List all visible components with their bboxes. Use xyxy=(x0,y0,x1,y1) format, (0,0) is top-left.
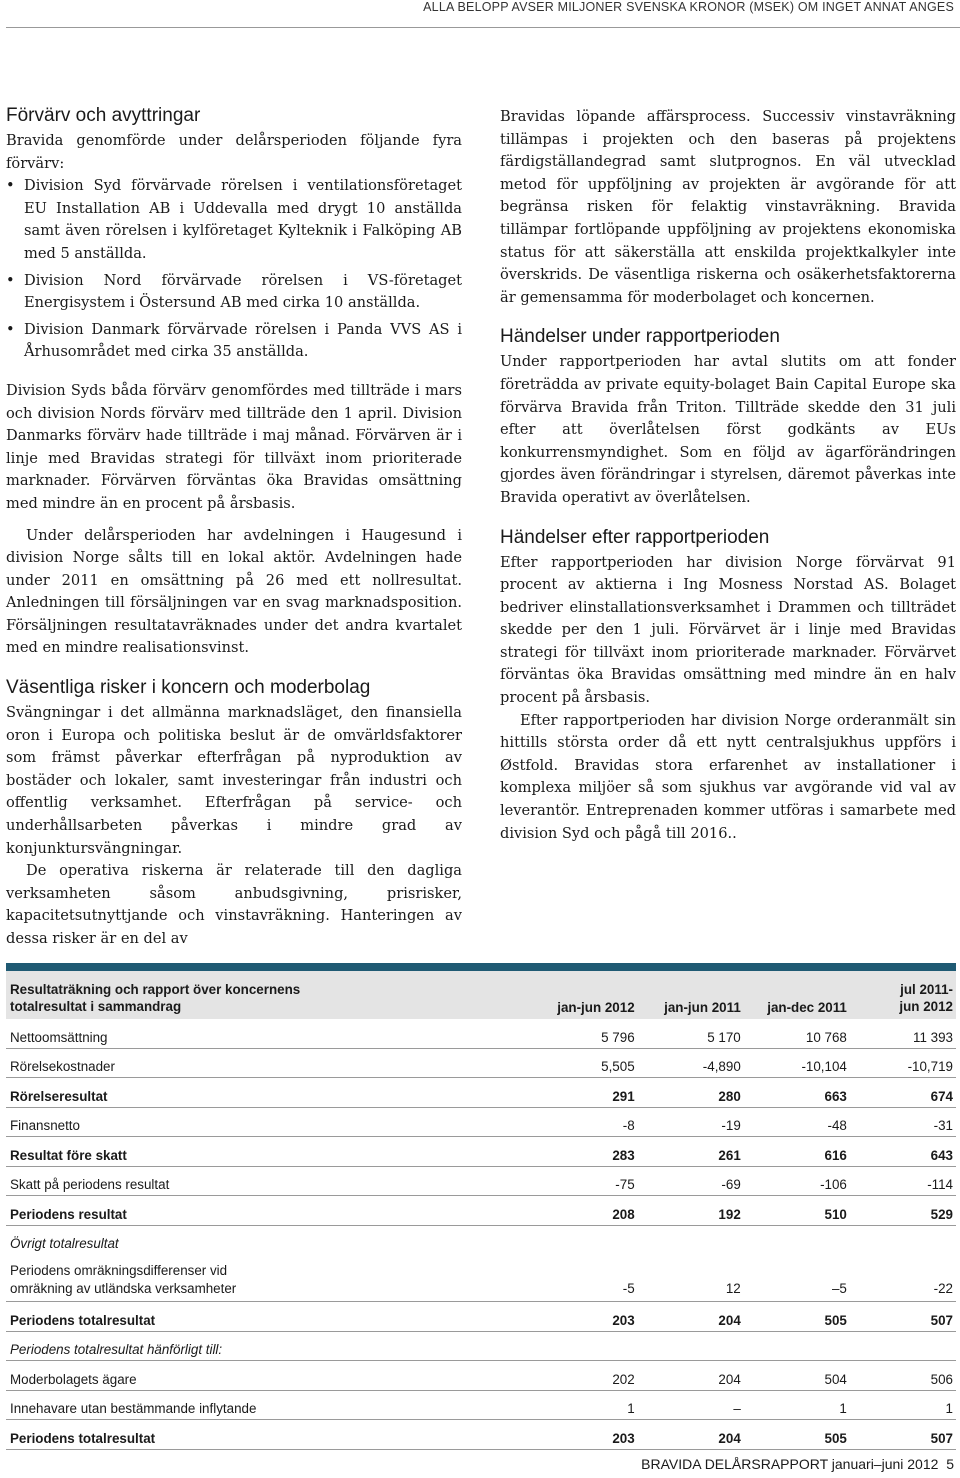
cell-value: 208 xyxy=(532,1196,638,1226)
cell-value: 1 xyxy=(532,1390,638,1420)
cell-value: -5 xyxy=(532,1254,638,1302)
cell-value: -114 xyxy=(850,1166,956,1196)
row-label: Finansnetto xyxy=(6,1107,532,1137)
list-item-text: Division Syd förvärvade rörelsen i ventilationsföretaget EU Installation AB i Uddevalla med drygt 10 anställda samt även rörelsen i kylföretaget Kylteknik i Falköping AB med 5 anställda. xyxy=(24,177,462,262)
cell-value: 192 xyxy=(638,1196,744,1226)
cell-value: -69 xyxy=(638,1166,744,1196)
cell-value: -31 xyxy=(850,1107,956,1137)
cell-value: 643 xyxy=(850,1137,956,1167)
table-row xyxy=(6,1225,956,1254)
cell-value: 507 xyxy=(850,1302,956,1332)
cell-value: 529 xyxy=(850,1196,956,1226)
column-header: jan-dec 2011 xyxy=(767,1000,847,1015)
list-item-text: Division Danmark förvärvade rörelsen i Panda VVS AS i Århusområdet med cirka 35 anställda. xyxy=(24,320,462,361)
cell-value: -8 xyxy=(532,1107,638,1137)
paragraph: Bravidas löpande affärsprocess. Successiv vinstavräkning tillämpas i projekten och den baseras på projektens färdigställandegrad samt slutprognos. En väl utvecklad metod för uppföljning av projekten är avgörande för att begränsa risken för felaktig vinstavräkning. Bravida tillämpar fortlöpande uppföljning av projektens ekonomiska status för att säkerställa att enskilda projektkalkyler inte överskrids. De väsentliga riskerna och osäkerhetsfaktorerna är gemensamma för moderbolaget och koncernen. xyxy=(500,108,956,306)
heading-handelser-under: Händelser under rapportperioden xyxy=(500,326,780,348)
cell-value: 510 xyxy=(744,1196,850,1226)
list-item xyxy=(6,175,462,265)
cell-value: -22 xyxy=(850,1254,956,1302)
cell-value: -75 xyxy=(532,1166,638,1196)
column-header: jan-jun 2012 xyxy=(557,1000,635,1015)
table-title-line: totalresultat i sammandrag xyxy=(10,999,182,1014)
table-title xyxy=(6,971,532,1019)
cell-value: 506 xyxy=(850,1361,956,1391)
paragraph: Efter rapportperioden har division Norge orderanmält sin hittills största order då ett nytt centralsjukhus uppförs i Østfold. Bravidas stora erfarenhet av installationer i komplexa miljöer så som sjukhus var avgörande vid val av leverantör. Entreprenaden kommer utföras i samarbete med division Syd och pågå till 2016.. xyxy=(500,711,956,842)
cell-value: -106 xyxy=(744,1166,850,1196)
table-row xyxy=(6,1254,956,1302)
cell-value: 204 xyxy=(638,1361,744,1391)
cell-value: 280 xyxy=(638,1078,744,1108)
left-column xyxy=(6,104,462,951)
paragraph: De operativa riskerna är relaterade till den dagliga verksamheten såsom anbudsgivning, prisrisker, kapacitetsutnyttjande och vinstavräkning. Hanteringen av dessa risker är en del av xyxy=(6,862,462,947)
table-header-row xyxy=(6,971,956,1019)
row-label: Innehavare utan bestämmande inflytande xyxy=(6,1390,532,1420)
row-label: Skatt på periodens resultat xyxy=(6,1166,532,1196)
heading-forvarv: Förvärv och avyttringar xyxy=(6,105,201,126)
page-number: 5 xyxy=(946,1456,954,1472)
cell-value: 616 xyxy=(744,1137,850,1167)
column-header: jan-jun 2011 xyxy=(664,1000,741,1015)
cell-value: –5 xyxy=(744,1254,850,1302)
bullet-icon: • xyxy=(6,177,15,195)
bullet-icon: • xyxy=(6,320,15,338)
row-label-line: omräkning av utländska verksamheter xyxy=(10,1281,237,1296)
row-label: Resultat före skatt xyxy=(6,1137,532,1167)
right-column xyxy=(500,106,956,845)
bullet-icon: • xyxy=(6,271,15,289)
row-label: Periodens totalresultat xyxy=(6,1302,532,1332)
list-item xyxy=(6,270,462,315)
cell-value: 204 xyxy=(638,1420,744,1450)
table-row xyxy=(6,1196,956,1226)
cell-value: 505 xyxy=(744,1302,850,1332)
paragraph: Under delårsperioden har avdelningen i Haugesund i division Norge sålts till en lokal aktör. Avdelningen hade under 2011 en omsättning på 26 med ett nollresultat. Anledningen till försäljningen var en svag marknadsposition. Försäljningen resultatavräknades under det andra kvartalet med en mindre realisationsvinst. xyxy=(6,526,462,657)
column-header xyxy=(850,971,956,1019)
cell-value: 504 xyxy=(744,1361,850,1391)
row-label: Periodens totalresultat hänförligt till: xyxy=(6,1331,532,1361)
row-label-line: Periodens omräkningsdifferenser vid xyxy=(10,1263,228,1278)
list-item xyxy=(6,319,462,364)
table-row xyxy=(6,1420,956,1450)
cell-value: 5 796 xyxy=(532,1019,638,1048)
row-label xyxy=(6,1254,532,1302)
cell-value: 505 xyxy=(744,1420,850,1450)
row-label: Nettoomsättning xyxy=(6,1019,532,1048)
paragraph: Svängningar i det allmänna marknadsläget, den finansiella oron i Europa och politiska beslut är de omvärldsfaktorer som främst påverkar efterfrågan på nyproduktion av bostäder och lokaler, samt investeringar från industri och offentlig verksamhet. Efterfrågan på service- och underhållsarbeten påverkas i mindre grad av konjunktursvängningar. xyxy=(6,704,462,857)
cell-value: -4,890 xyxy=(638,1048,744,1078)
cell-value: 283 xyxy=(532,1137,638,1167)
cell-value: -10,719 xyxy=(850,1048,956,1078)
cell-value: 10 768 xyxy=(744,1019,850,1048)
table-row xyxy=(6,1331,956,1361)
cell-value: – xyxy=(638,1390,744,1420)
cell-value: -48 xyxy=(744,1107,850,1137)
row-label: Periodens totalresultat xyxy=(6,1420,532,1450)
table-row xyxy=(6,1166,956,1196)
cell-value: -10,104 xyxy=(744,1048,850,1078)
cell-value: 1 xyxy=(744,1390,850,1420)
page-footer xyxy=(641,1456,954,1472)
heading-handelser-efter: Händelser efter rapportperioden xyxy=(500,526,770,548)
cell-value: 663 xyxy=(744,1078,850,1108)
table-row xyxy=(6,1302,956,1332)
table-row xyxy=(6,1019,956,1048)
cell-value: 291 xyxy=(532,1078,638,1108)
table-row xyxy=(6,1048,956,1078)
paragraph: Under rapportperioden har avtal slutits om att fonder företrädda av private equity-bolaget Bain Capital Europe ska förvärva Bravida från Triton. Tillträde skedde den 31 juli efter att överlåtelsen först godkänts av EUs konkurrensmyndighet. Som en följd av ägarförändringen gjordes även förändringar i styrelsen, däremot påverkas inte Bravida operativt av överlåtelsen. xyxy=(500,353,956,506)
table-accent-bar xyxy=(6,963,956,971)
cell-value: 5,505 xyxy=(532,1048,638,1078)
paragraph-intro: Bravida genomförde under delårsperioden följande fyra förvärv: xyxy=(6,132,462,172)
row-label: Övrigt totalresultat xyxy=(10,1236,119,1251)
table-title-line: Resultaträkning och rapport över koncernens xyxy=(10,982,301,997)
paragraph: Efter rapportperioden har division Norge förvärvat 91 procent av aktierna i Ing Mosness Norstad AS. Bolaget bedriver elinstallationsverksamhet i Drammen och tillträdet skedde per den 1 juli. Förvärvet är i linje med Bravidas strategi för tillväxt inom prioriterade marknader. Förvärvet förväntas öka Bravidas omsättning med mindre än en halv procent på årsbasis. xyxy=(500,553,956,707)
paragraph: Division Syds båda förvärv genomfördes med tillträde i mars och division Nords förvärv med tillträde den 1 april. Division Danmarks förvärv hade tillträde i maj månad. Förvärven är i linje med Bravidas strategi för tillväxt inom prioriterade marknader. Förvärven förväntas öka Bravidas omsättning med mindre än en procent på årsbasis. xyxy=(6,381,462,512)
column-header-line: jul 2011- xyxy=(900,982,953,997)
cell-value: 203 xyxy=(532,1420,638,1450)
table-row xyxy=(6,1361,956,1391)
table-row xyxy=(6,1107,956,1137)
table-row xyxy=(6,1390,956,1420)
cell-value: 261 xyxy=(638,1137,744,1167)
cell-value: -19 xyxy=(638,1107,744,1137)
income-statement-table xyxy=(6,963,956,1450)
list-item-text: Division Nord förvärvade rörelsen i VS-företaget Energisystem i Östersund AB med cirka 10 anställda. xyxy=(24,271,462,312)
row-label: Rörelsekostnader xyxy=(6,1048,532,1078)
row-label: Rörelseresultat xyxy=(6,1078,532,1108)
cell-value: 674 xyxy=(850,1078,956,1108)
table-row xyxy=(6,1137,956,1167)
acquisition-list xyxy=(6,175,462,364)
cell-value: 202 xyxy=(532,1361,638,1391)
row-label: Periodens resultat xyxy=(6,1196,532,1226)
table-row xyxy=(6,1078,956,1108)
heading-risker: Väsentliga risker i koncern och moderbolag xyxy=(6,677,371,699)
footer-title: BRAVIDA DELÅRSRAPPORT januari–juni 2012 xyxy=(641,1456,939,1472)
row-label: Moderbolagets ägare xyxy=(6,1361,532,1391)
cell-value: 5 170 xyxy=(638,1019,744,1048)
cell-value: 507 xyxy=(850,1420,956,1450)
cell-value: 12 xyxy=(638,1254,744,1302)
cell-value: 11 393 xyxy=(850,1019,956,1048)
cell-value: 203 xyxy=(532,1302,638,1332)
column-header-line: jun 2012 xyxy=(899,999,953,1014)
cell-value: 204 xyxy=(638,1302,744,1332)
header-rule xyxy=(6,27,960,28)
cell-value: 1 xyxy=(850,1390,956,1420)
running-header: ALLA BELOPP AVSER MILJONER SVENSKA KRONOR (MSEK) OM INGET ANNAT ANGES xyxy=(423,0,954,14)
